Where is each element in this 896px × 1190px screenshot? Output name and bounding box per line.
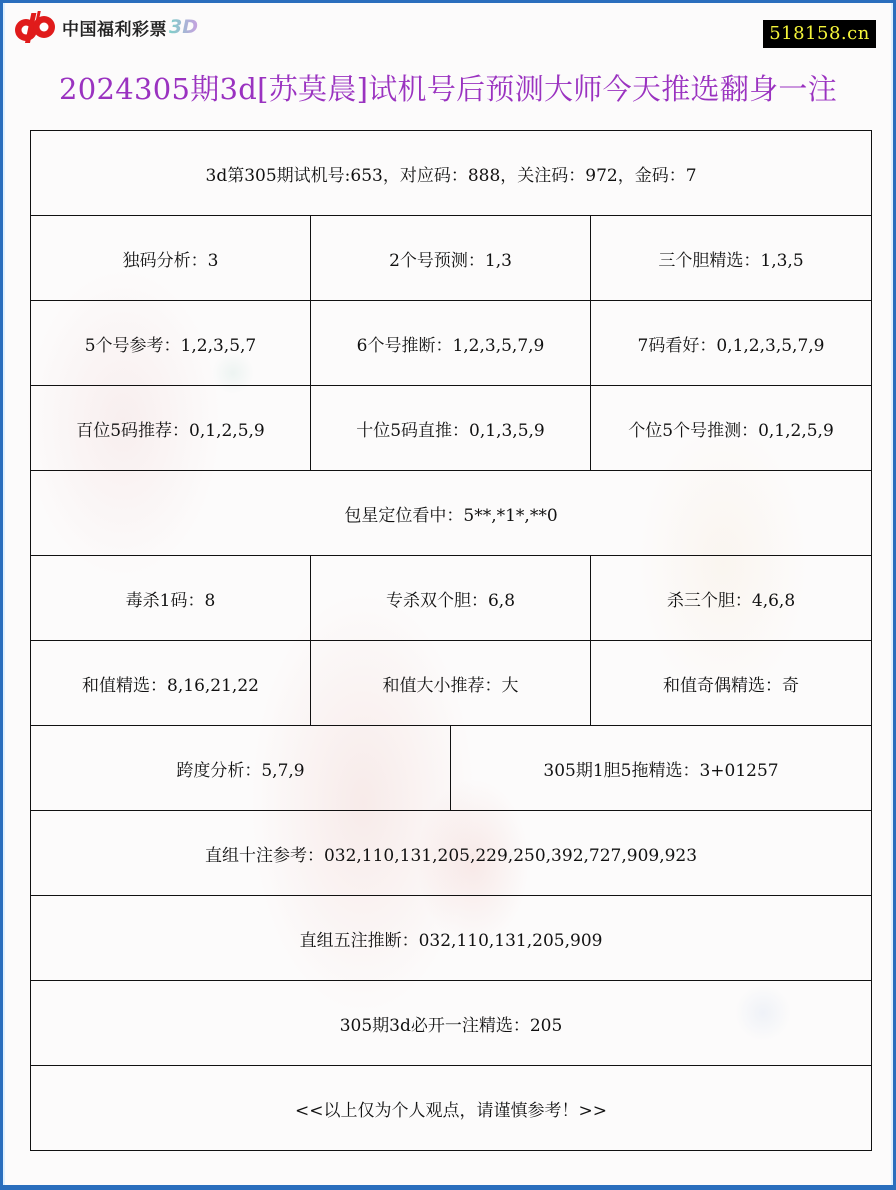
logo-text: 中国福利彩票 — [62, 19, 167, 40]
table-row — [31, 131, 872, 216]
single-code-cell: 独码分析：3 — [31, 216, 311, 301]
sum-size-cell: 和值大小推荐：大 — [311, 641, 591, 726]
kill-three-cell: 杀三个胆：4,6,8 — [591, 556, 872, 641]
logo-3d-text: 3D — [169, 16, 198, 38]
seven-code-cell: 7码看好：0,1,2,3,5,7,9 — [591, 301, 872, 386]
table-row — [31, 811, 872, 896]
welfare-lottery-logo-icon — [12, 10, 58, 44]
hundreds-cell: 百位5码推荐：0,1,2,5,9 — [31, 386, 311, 471]
table-row — [31, 301, 872, 386]
trial-number-cell: 3d第305期试机号:653，对应码：888，关注码：972，金码：7 — [31, 131, 872, 216]
page-title: 2024305期3d[苏莫晨]试机号后预测大师今天推选翻身一注 — [58, 72, 838, 106]
table-row — [31, 641, 872, 726]
table-row — [31, 981, 872, 1066]
tens-cell: 十位5码直推：0,1,3,5,9 — [311, 386, 591, 471]
prediction-table — [30, 130, 872, 1151]
span-cell: 跨度分析：5,7,9 — [31, 726, 451, 811]
sum-select-cell: 和值精选：8,16,21,22 — [31, 641, 311, 726]
table-row — [31, 386, 872, 471]
disclaimer-cell: <<以上仅为个人观点，请谨慎参考！>> — [31, 1066, 872, 1151]
table-row — [31, 471, 872, 556]
kill-two-cell: 专杀双个胆：6,8 — [311, 556, 591, 641]
table-row — [31, 896, 872, 981]
kill-one-cell: 毒杀1码：8 — [31, 556, 311, 641]
lottery-logo — [12, 10, 198, 44]
two-number-cell: 2个号预测：1,3 — [311, 216, 591, 301]
six-number-cell: 6个号推断：1,2,3,5,7,9 — [311, 301, 591, 386]
table-row — [31, 726, 872, 811]
table-row — [31, 1066, 872, 1151]
single-bet-cell: 305期3d必开一注精选：205 — [31, 981, 872, 1066]
position-cell: 包星定位看中：5**,*1*,**0 — [31, 471, 872, 556]
three-dan-cell: 三个胆精选：1,3,5 — [591, 216, 872, 301]
site-badge[interactable]: 518158.cn — [763, 20, 876, 48]
ten-bets-cell: 直组十注参考：032,110,131,205,229,250,392,727,909,923 — [31, 811, 872, 896]
units-cell: 个位5个号推测：0,1,2,5,9 — [591, 386, 872, 471]
five-number-cell: 5个号参考：1,2,3,5,7 — [31, 301, 311, 386]
dan-tuo-cell: 305期1胆5拖精选：3+01257 — [451, 726, 872, 811]
table-row — [31, 556, 872, 641]
sum-parity-cell: 和值奇偶精选：奇 — [591, 641, 872, 726]
five-bets-cell: 直组五注推断：032,110,131,205,909 — [31, 896, 872, 981]
table-row — [31, 216, 872, 301]
